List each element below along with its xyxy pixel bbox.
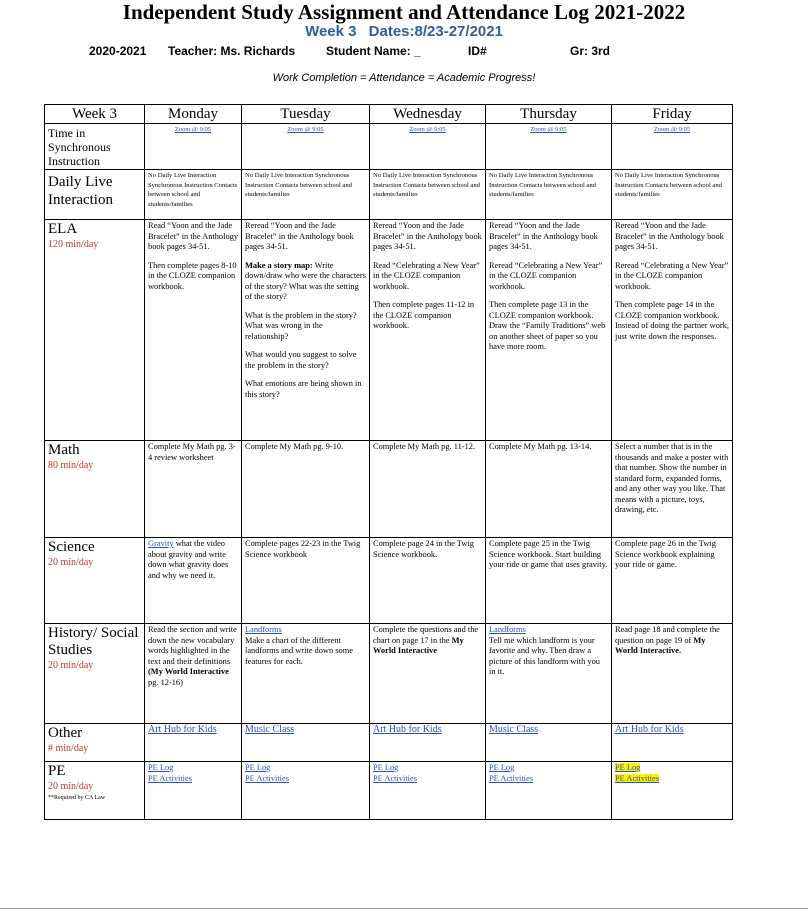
ela-thursday-p1: Reread “Yoon and the Jade Bracelet” in the Anthology book pages 34-51. <box>489 221 598 251</box>
zoom-link-wednesday[interactable]: Zoom @ 9:05 <box>409 126 446 133</box>
history-wednesday-text: Complete the questions and the chart on page 17 in the <box>373 625 479 645</box>
header-tuesday: Tuesday <box>242 105 370 124</box>
live-wednesday: No Daily Live Interaction Synchronous Instruction Contacts between school and students/families <box>370 170 486 220</box>
history-minutes: 20 min/day <box>48 660 94 671</box>
sync-tuesday <box>242 124 370 170</box>
history-thursday <box>486 624 612 724</box>
ela-monday-p1: Read “Yoon and the Jade Bracelet” in the Anthology book pages 34-51. <box>148 221 239 251</box>
live-friday: No Daily Live Interaction Synchronous Instruction Contacts between school and students/families <box>612 170 733 220</box>
ela-monday-p2: Then complete pages 8-10 in the CLOZE companion workbook. <box>148 260 237 291</box>
history-monday-pages: pg. 12-16) <box>148 677 183 687</box>
sync-row <box>45 124 733 170</box>
pe-log-link-monday[interactable]: PE Log <box>148 763 174 772</box>
other-minutes: # min/day <box>48 743 89 754</box>
document-title: Independent Study Assignment and Attendance Log 2021-2022 <box>122 0 686 24</box>
other-monday <box>145 724 242 762</box>
header-week: Week 3 <box>45 105 145 124</box>
ela-thursday <box>486 220 612 441</box>
science-minutes: 20 min/day <box>48 557 94 568</box>
pe-activities-link-thursday[interactable]: PE Activities <box>489 773 533 783</box>
ela-minutes: 120 min/day <box>48 239 99 250</box>
ela-friday <box>612 220 733 441</box>
math-minutes: 80 min/day <box>48 460 94 471</box>
science-wednesday: Complete page 24 in the Twig Science workbook. <box>370 538 486 624</box>
science-monday-text: what the video about gravity and write down what gravity does and why we need it. <box>148 539 229 580</box>
ela-friday-p1: Reread “Yoon and the Jade Bracelet” in the Anthology book pages 34-51. <box>615 221 724 251</box>
science-thursday: Complete page 25 in the Twig Science workbook. Start building your ride or game that uses gravity. <box>486 538 612 624</box>
ela-row <box>45 220 733 441</box>
math-label: Math <box>48 442 80 458</box>
history-monday-book: (My World Interactive <box>148 667 229 676</box>
science-row <box>45 538 733 624</box>
history-thursday-text: Tell me which landform is your favorite and why. Then draw a picture of this landform with you in it. <box>489 635 600 676</box>
history-wednesday-book: My World Interactive <box>373 635 464 655</box>
pe-log-link-friday[interactable]: PE Log <box>615 763 641 772</box>
history-monday <box>145 624 242 724</box>
landforms-link-thursday[interactable]: Landforms <box>489 625 526 634</box>
sync-label: Time in Synchronous Instruction <box>45 124 145 170</box>
ela-wednesday <box>370 220 486 441</box>
pe-row <box>45 762 733 820</box>
live-monday: No Daily Live Interaction Synchronous Instruction Contacts between school and students/families <box>145 170 242 220</box>
ela-wednesday-p3: Then complete pages 11-12 in the CLOZE companion workbook. <box>373 300 475 330</box>
history-friday-book: My World Interactive. <box>615 635 706 655</box>
live-row <box>45 170 733 220</box>
ela-friday-p3: Then complete page 14 in the CLOZE companion workbook. Instead of doing the partner work, just write down the responses. <box>615 300 729 341</box>
history-row <box>45 624 733 724</box>
pe-log-link-tuesday[interactable]: PE Log <box>245 763 271 772</box>
header-thursday: Thursday <box>486 105 612 124</box>
science-label: Science <box>48 539 95 555</box>
dates-label: Dates:8/23-27/2021 <box>368 23 503 40</box>
ela-label-cell <box>45 220 145 441</box>
art-hub-link-wednesday[interactable]: Art Hub for Kids <box>373 724 442 735</box>
ela-monday <box>145 220 242 441</box>
history-tuesday-text: Make a chart of the different landforms and write down some features for each. <box>245 635 353 666</box>
science-tuesday: Complete pages 22-23 in the Twig Science workbook <box>242 538 370 624</box>
history-monday-text: Read the section and write down the new vocabulary words highlighted in the text and their definitions <box>148 625 237 666</box>
pe-tuesday <box>242 762 370 820</box>
history-tuesday <box>242 624 370 724</box>
other-thursday <box>486 724 612 762</box>
other-friday <box>612 724 733 762</box>
science-label-cell <box>45 538 145 624</box>
other-label-cell <box>45 724 145 762</box>
ela-wednesday-p1: Reread “Yoon and the Jade Bracelet” in the Anthology book pages 34-51. <box>373 221 482 251</box>
header-friday: Friday <box>612 105 733 124</box>
pe-log-link-wednesday[interactable]: PE Log <box>373 763 399 772</box>
science-friday: Complete page 26 in the Twig Science workbook explaining your ride or game. <box>612 538 733 624</box>
pe-monday <box>145 762 242 820</box>
history-friday <box>612 624 733 724</box>
table-header-row <box>45 105 733 124</box>
sync-thursday <box>486 124 612 170</box>
header-wednesday: Wednesday <box>370 105 486 124</box>
math-label-cell <box>45 441 145 538</box>
week-label: Week 3 <box>305 23 357 40</box>
pe-activities-link-wednesday[interactable]: PE Activities <box>373 773 417 783</box>
pe-activities-link-tuesday[interactable]: PE Activities <box>245 773 289 783</box>
ela-label: ELA <box>48 221 78 237</box>
pe-wednesday <box>370 762 486 820</box>
pe-label: PE <box>48 763 66 779</box>
pe-required-note: **Required by CA Law <box>48 795 106 801</box>
ela-wednesday-p2: Read “Celebrating a New Year” in the CLOZE companion workbook. <box>373 260 480 291</box>
ela-tuesday-p5: What emotions are being shown in this story? <box>245 379 362 399</box>
other-label: Other <box>48 725 83 741</box>
gravity-video-link[interactable]: Gravity <box>148 539 174 548</box>
math-tuesday: Complete My Math pg. 9-10. <box>242 441 370 538</box>
story-map-text: Write down/draw who were the characters of the story? What was the setting of the story? <box>245 260 366 301</box>
zoom-link-tuesday[interactable]: Zoom @ 9:05 <box>287 126 324 133</box>
ela-tuesday-map <box>245 261 366 303</box>
teacher-name: Teacher: Ms. Richards <box>168 44 296 58</box>
math-row <box>45 441 733 538</box>
live-tuesday: No Daily Live Interaction Synchronous Instruction Contacts between school and students/families <box>242 170 370 220</box>
math-wednesday: Complete My Math pg. 11-12. <box>370 441 486 538</box>
live-label: Daily Live Interaction <box>45 170 145 220</box>
other-row <box>45 724 733 762</box>
sync-wednesday <box>370 124 486 170</box>
zoom-link-thursday[interactable]: Zoom @ 9:05 <box>530 126 567 133</box>
pe-friday <box>612 762 733 820</box>
art-hub-link-monday[interactable]: Art Hub for Kids <box>148 724 217 735</box>
story-map-heading: Make a story map: <box>245 260 313 270</box>
school-year: 2020-2021 <box>89 44 147 58</box>
bottom-divider <box>0 908 808 909</box>
id-field[interactable]: ID# <box>468 44 487 58</box>
pe-minutes: 20 min/day <box>48 781 94 792</box>
history-label: History/ Social Studies <box>48 625 139 658</box>
live-thursday: No Daily Live Interaction Synchronous Instruction Contacts between school and students/families <box>486 170 612 220</box>
motto: Work Completion = Attendance = Academic Progress! <box>272 72 536 84</box>
history-friday-text: Read page 18 and complete the question on page 19 of <box>615 625 720 645</box>
week-dates <box>0 23 808 40</box>
info-line <box>0 44 808 62</box>
ela-friday-p2: Reread “Celebrating a New Year” in the CLOZE companion workbook. <box>615 260 729 291</box>
zoom-link-friday[interactable]: Zoom @ 9:05 <box>653 126 691 133</box>
other-wednesday <box>370 724 486 762</box>
pe-label-cell <box>45 762 145 820</box>
ela-tuesday-p3: What is the problem in the story? What was wrong in the relationship? <box>245 310 357 341</box>
pe-log-link-thursday[interactable]: PE Log <box>489 763 515 772</box>
zoom-link-monday[interactable]: Zoom @ 9:05 <box>174 126 212 133</box>
sync-friday <box>612 124 733 170</box>
ela-tuesday-p4: What would you suggest to solve the problem in the story? <box>245 350 357 370</box>
ela-tuesday <box>242 220 370 441</box>
pe-activities-link-friday[interactable]: PE Activities <box>615 773 659 783</box>
music-class-link-thursday[interactable]: Music Class <box>489 724 539 735</box>
header-monday: Monday <box>145 105 242 124</box>
sync-monday <box>145 124 242 170</box>
science-monday <box>145 538 242 624</box>
student-name-field[interactable]: Student Name: _ <box>326 44 421 58</box>
history-label-cell <box>45 624 145 724</box>
math-friday: Select a number that is in the thousands and make a poster with that number. Show the number in standard form, expanded forms, and any other way you like. That means with a picture, toys, drawing, etc. <box>612 441 733 538</box>
ela-thursday-p2: Reread “Celebrating a New Year” in the CLOZE companion workbook. <box>489 260 603 291</box>
ela-tuesday-p1: Reread “Yoon and the Jade Bracelet” in the Anthology book pages 34-51. <box>245 221 354 251</box>
assignment-table <box>44 104 733 820</box>
history-wednesday <box>370 624 486 724</box>
math-monday: Complete My Math pg. 3-4 review worksheet <box>145 441 242 538</box>
art-hub-link-friday[interactable]: Art Hub for Kids <box>615 724 684 735</box>
landforms-link-tuesday[interactable]: Landforms <box>245 625 282 634</box>
pe-thursday <box>486 762 612 820</box>
math-thursday: Complete My Math pg. 13-14. <box>486 441 612 538</box>
pe-activities-link-monday[interactable]: PE Activities <box>148 773 192 783</box>
grade-label: Gr: 3rd <box>570 44 611 58</box>
ela-thursday-p3: Then complete page 13 in the CLOZE companion workbook. Draw the “Family Traditions” web on another sheet of paper so you have more room. <box>489 300 606 351</box>
other-tuesday <box>242 724 370 762</box>
music-class-link-tuesday[interactable]: Music Class <box>245 724 295 735</box>
